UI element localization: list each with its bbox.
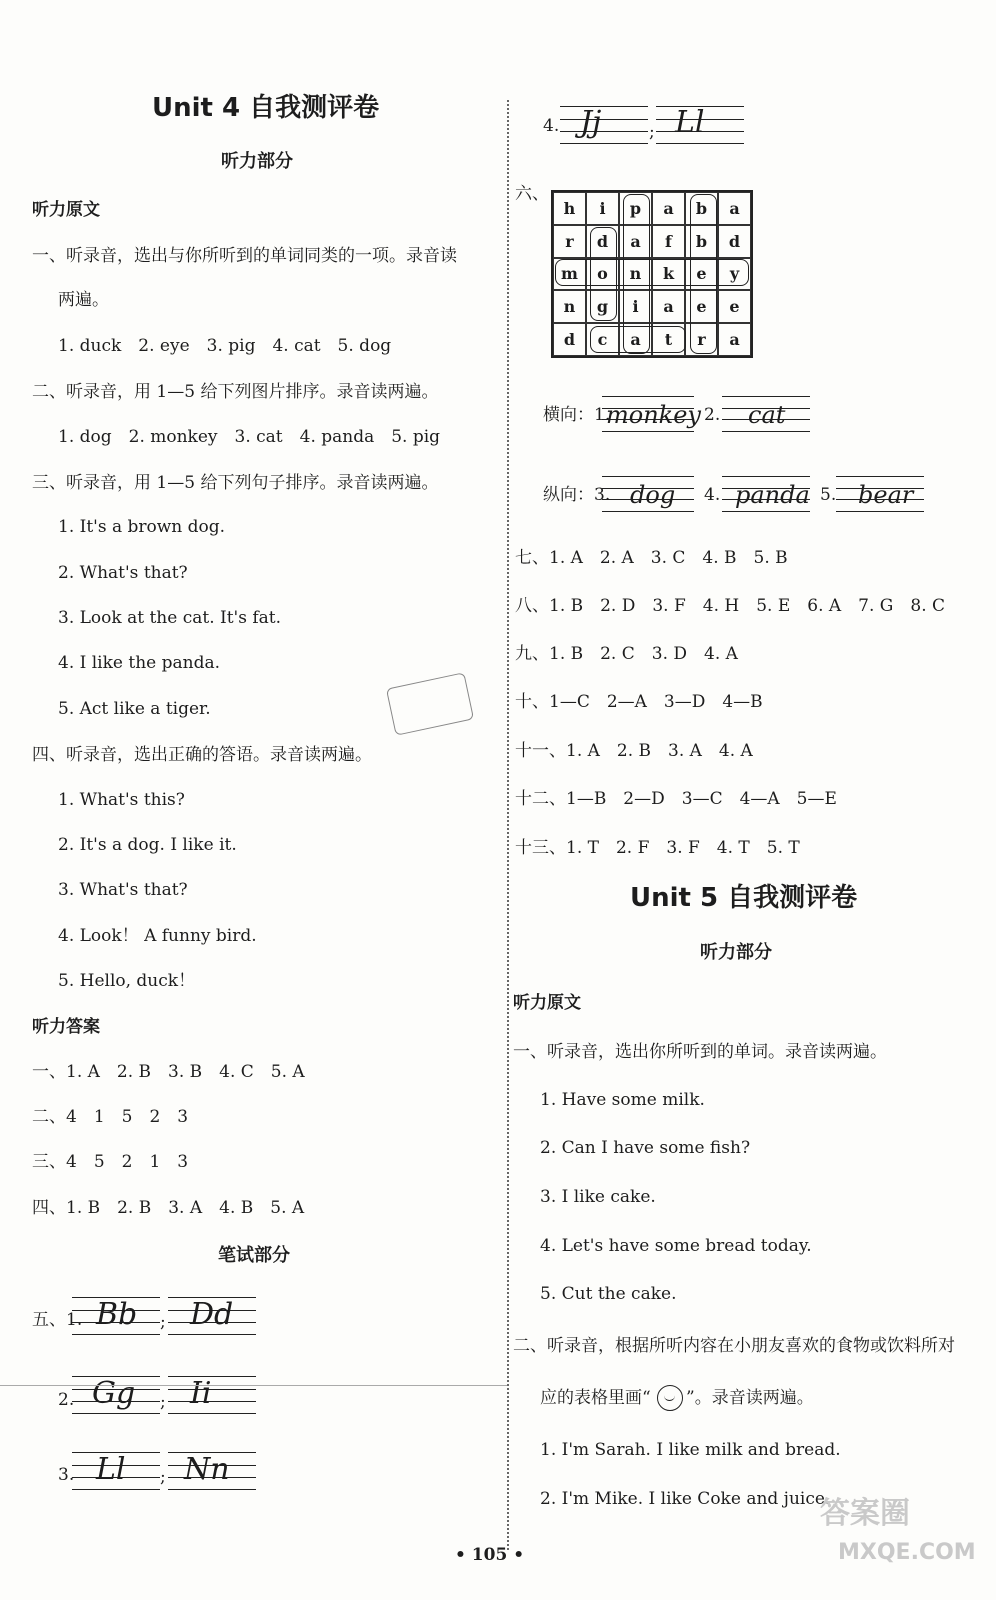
handwriting: bear [858, 481, 914, 509]
list-item: 4. I like the panda. [58, 653, 221, 673]
handwriting: Gg [92, 1376, 136, 1411]
list-item: 4. Look！ A funny bird. [58, 926, 257, 946]
grid-cell: o [586, 258, 619, 291]
handwriting: dog [630, 481, 676, 509]
answer-line: 二、4 1 5 2 3 [32, 1107, 189, 1127]
list-item: 3. Look at the cat. It's fat. [58, 608, 282, 628]
grid-cell: i [586, 192, 619, 225]
u5-q2-text-cont: 应的表格里画“ [540, 1388, 651, 1408]
answer-line: 七、1. A 2. A 3. C 4. B 5. B [515, 548, 788, 568]
answer-line: 一、1. A 2. B 3. B 4. C 5. A [32, 1062, 305, 1082]
grid-cell: d [553, 323, 586, 356]
script-heading: 听力原文 [32, 200, 100, 220]
list-item: 5. Act like a tiger. [58, 699, 211, 719]
handwriting: Nn [184, 1452, 230, 1487]
grid-cell: b [685, 225, 718, 258]
row-number: 4. [543, 116, 560, 136]
row-number: 2. [704, 405, 721, 425]
answer-line: 十三、1. T 2. F 3. F 4. T 5. T [515, 838, 800, 858]
grid-cell: b [685, 192, 718, 225]
answer-loop-panda [623, 194, 650, 354]
listening-heading: 听力部分 [221, 151, 293, 172]
handwriting: cat [748, 401, 786, 429]
q1-text: 一、听录音，选出与你所听到的单词同类的一项。录音读 [32, 246, 457, 266]
list-item: 4. Let's have some bread today. [540, 1236, 812, 1256]
grid-cell: k [652, 258, 685, 291]
grid-cell: a [718, 323, 751, 356]
list-item: 5. Cut the cake. [540, 1284, 677, 1304]
list-item: 5. Hello, duck！ [58, 971, 196, 991]
handwriting: Ii [190, 1376, 212, 1411]
answer-line: 十、1—C 2—A 3—D 4—B [515, 692, 763, 712]
grid-cell: n [619, 258, 652, 291]
watermark-url: MXQE.COM [838, 1540, 976, 1565]
grid-cell: f [652, 225, 685, 258]
row-number: 3. [58, 1465, 75, 1485]
list-item: 1. Have some milk. [540, 1090, 705, 1110]
writing-line [168, 1376, 256, 1414]
writing-line [560, 106, 648, 144]
q4-text: 四、听录音，选出正确的答语。录音读两遍。 [32, 745, 372, 765]
handwriting: Bb [96, 1297, 138, 1332]
handwriting: panda [735, 481, 810, 509]
grid-cell: m [553, 258, 586, 291]
stamp-logo [386, 672, 474, 736]
written-heading: 笔试部分 [218, 1245, 290, 1266]
list-item: 3. I like cake. [540, 1187, 656, 1207]
row-number: 2. [58, 1390, 75, 1410]
grid-cell: i [619, 290, 652, 323]
smiley-face-icon [657, 1385, 683, 1411]
row-number: 4. [704, 485, 721, 505]
handwriting: Dd [190, 1297, 234, 1332]
grid-cell: a [619, 225, 652, 258]
listening-heading: 听力部分 [700, 942, 772, 963]
grid-cell: d [586, 225, 619, 258]
handwriting: Ll [96, 1452, 126, 1487]
grid-cell: p [619, 192, 652, 225]
handwriting: Ll [675, 105, 705, 140]
handwriting: monkey [606, 401, 701, 429]
answers-heading: 听力答案 [32, 1017, 100, 1037]
grid-cell: a [718, 192, 751, 225]
grid-cell: r [685, 323, 718, 356]
u5-q2-text: 二、听录音，根据所听内容在小朋友喜欢的食物或饮料所对 [513, 1336, 955, 1356]
q5-label: 五、1. [32, 1310, 83, 1330]
grid-cell: g [586, 290, 619, 323]
grid-cell: y [718, 258, 751, 291]
separator [0, 1385, 507, 1386]
q1-text-cont: 两遍。 [58, 290, 109, 310]
grid-cell: e [685, 258, 718, 291]
grid-cell: t [652, 323, 685, 356]
row-number: 5. [820, 485, 837, 505]
down-label: 纵向：3. [543, 485, 611, 505]
grid-cell: a [619, 323, 652, 356]
grid-cell: d [718, 225, 751, 258]
grid-cell: n [553, 290, 586, 323]
list-item: 1. I'm Sarah. I like milk and bread. [540, 1440, 841, 1460]
answer-line: 十二、1—B 2—D 3—C 4—A 5—E [515, 789, 837, 809]
grid-cell: a [652, 192, 685, 225]
page-number: • 105 • [455, 1545, 525, 1565]
u5-q2-text-cont: ”。录音读两遍。 [686, 1388, 814, 1408]
u5-q1-text: 一、听录音，选出你所听到的单词。录音读两遍。 [513, 1042, 887, 1062]
q2-items: 1. dog 2. monkey 3. cat 4. panda 5. pig [58, 427, 441, 447]
q2-text: 二、听录音，用 1—5 给下列图片排序。录音读两遍。 [32, 382, 439, 402]
answer-line: 三、4 5 2 1 3 [32, 1152, 189, 1172]
answer-line: 八、1. B 2. D 3. F 4. H 5. E 6. A 7. G 8. C [515, 596, 946, 616]
list-item: 2. It's a dog. I like it. [58, 835, 237, 855]
grid-cell: a [652, 290, 685, 323]
answer-line: 九、1. B 2. C 3. D 4. A [515, 644, 738, 664]
answer-line: 十一、1. A 2. B 3. A 4. A [515, 741, 753, 761]
q6-label: 六、 [515, 184, 549, 204]
list-item: 1. It's a brown dog. [58, 517, 226, 537]
list-item: 3. What's that? [58, 880, 188, 900]
column-divider [507, 100, 509, 1550]
unit5-title: Unit 5 自我测评卷 [630, 883, 858, 913]
list-item: 2. Can I have some fish? [540, 1138, 751, 1158]
grid-cell: c [586, 323, 619, 356]
answer-loop-dog [590, 227, 617, 321]
list-item: 1. What's this? [58, 790, 185, 810]
answer-line: 四、1. B 2. B 3. A 4. B 5. A [32, 1198, 305, 1218]
answer-loop-monkey [555, 259, 749, 286]
script-heading: 听力原文 [513, 993, 581, 1013]
grid-cell: r [553, 225, 586, 258]
grid-cell: e [685, 290, 718, 323]
list-item: 2. What's that? [58, 563, 188, 583]
handwriting: Jj [580, 105, 602, 140]
grid-cell: h [553, 192, 586, 225]
across-label: 横向：1. [543, 405, 611, 425]
list-item: 2. I'm Mike. I like Coke and juice. [540, 1489, 831, 1509]
unit4-title: Unit 4 自我测评卷 [152, 93, 380, 123]
q1-items: 1. duck 2. eye 3. pig 4. cat 5. dog [58, 336, 392, 356]
grid-cell: e [718, 290, 751, 323]
q3-text: 三、听录音，用 1—5 给下列句子排序。录音读两遍。 [32, 473, 439, 493]
answer-loop-bear [690, 194, 717, 354]
watermark: 答案圈 [820, 1496, 910, 1531]
